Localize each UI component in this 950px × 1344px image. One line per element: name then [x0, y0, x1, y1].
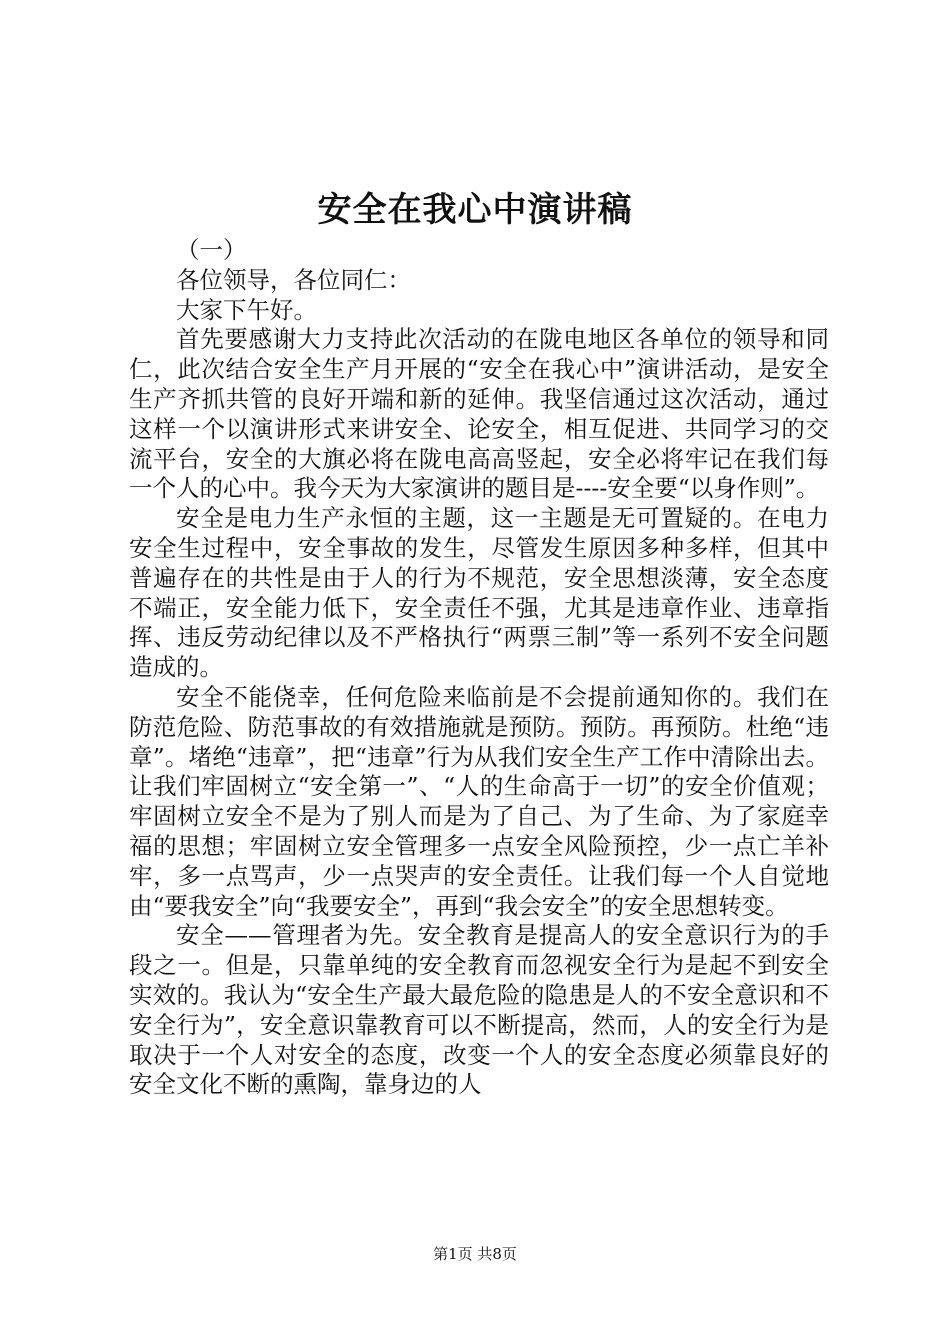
paragraph: 首先要感谢大力支持此次活动的在陇电地区各单位的领导和同仁，此次结合安全生产月开展的“安全在我心中”演讲活动，是安全生产齐抓共管的良好开端和新的延伸。我坚信通过这次活动，通过这样一个以演讲形式来讲安全、论安全，相互促进、共同学习的交流平台，安全的大旗必将在陇电高高竖起，安全必将牢记在我们每一个人的心中。我今天为大家演讲的题目是----安全要“以身作则”。 — [129, 325, 829, 503]
paragraph: 安全是电力生产永恒的主题，这一主题是无可置疑的。在电力安全生过程中，安全事故的发生，尽管发生原因多种多样，但其中普遍存在的共性是由于人的行为不规范，安全思想淡薄，安全态度不端正，安全能力低下，安全责任不强，尤其是违章作业、违章指挥、违反劳动纪律以及不严格执行“两票三制”等一系列不安全问题造成的。 — [129, 504, 829, 682]
paragraph: 安全——管理者为先。安全教育是提高人的安全意识行为的手段之一。但是，只靠单纯的安全教育而忽视安全行为是起不到安全实效的。我认为“安全生产最大最危险的隐患是人的不安全意识和不安全行为”，安全意识靠教育可以不断提高，然而，人的安全行为是取决于一个人对安全的态度，改变一个人的安全态度必须靠良好的安全文化不断的熏陶，靠身边的人 — [129, 921, 829, 1099]
document-body — [129, 236, 829, 1100]
section-number: （一） — [176, 236, 247, 264]
page-footer: 第1页 共8页 — [433, 1245, 517, 1263]
salutation: 各位领导，各位同仁： — [176, 265, 411, 294]
paragraph: 安全不能侥幸，任何危险来临前是不会提前通知你的。我们在防范危险、防范事故的有效措施就是预防。预防。再预防。杜绝“违章”。堵绝“违章”，把“违章”行为从我们安全生产工作中清除出去。让我们牢固树立“安全第一”、“人的生命高于一切”的安全价值观；牢固树立安全不是为了别人而是为了自己、为了生命、为了家庭幸福的思想；牢固树立安全管理多一点安全风险预控，少一点亡羊补牢，多一点骂声，少一点哭声的安全责任。让我们每一个人自觉地由“要我安全”向“我要安全”，再到“我会安全”的安全思想转变。 — [129, 682, 829, 920]
page-title: 安全在我心中演讲稿 — [317, 190, 633, 230]
greeting: 大家下午好。 — [176, 295, 317, 324]
